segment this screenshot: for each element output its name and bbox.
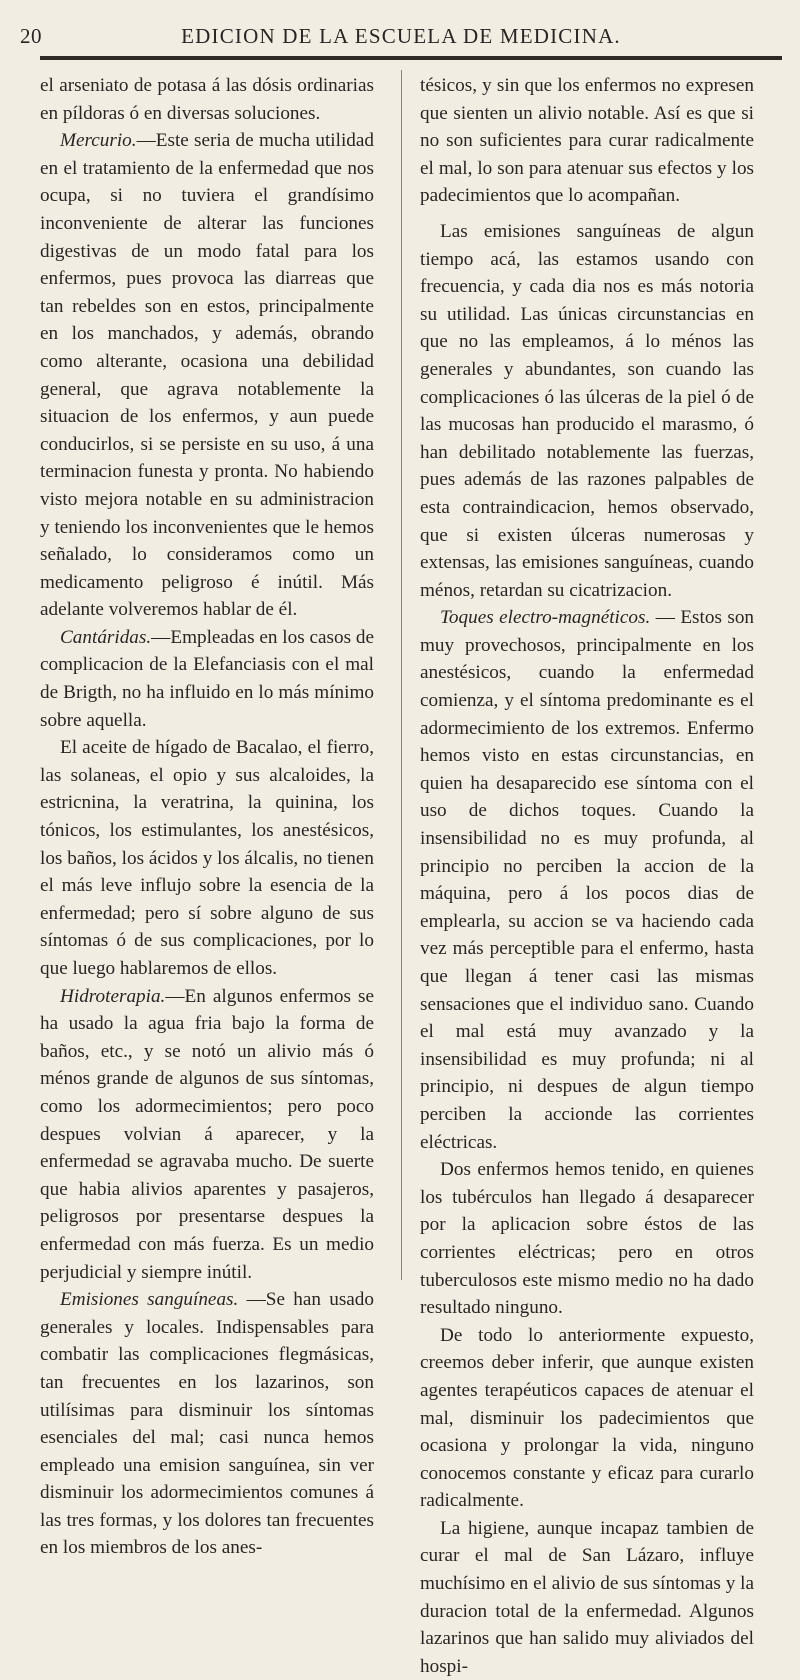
body-toques: — Estos son muy provechosos, principalmente en los anestésicos, cuando la enfermedad comienza, y el síntoma predominante es el adormecimiento de los extremos. Enfermo hemos visto en estas circunstancias, en quien ha desaparecido ese síntoma con el uso de dichos toques. Cuando la insensibilidad no es muy profunda, al principio no perciben la accion de la máquina, pero á los pocos dias de emplearla, su accion se va haciendo cada vez más perceptible para el enfermo, hasta que llegan á tener casi las mismas sensaciones que el individuo sano. Cuando el mal está muy avanzado y la insensibilidad es muy profunda; ni al principio, ni despues de algun tiempo perciben la accionde las corrientes eléctricas. bbox=[420, 607, 755, 1153]
running-title: EDICION DE LA ESCUELA DE MEDICINA. bbox=[181, 24, 621, 48]
paragraph-aceite: El aceite de hígado de Bacalao, el fierro, las solaneas, el opio y sus alcaloides, la estricnina, la veratrina, la quinina, los tónicos, los estimulantes, los anestésicos, los baños, los ácidos y los álcalis, no tienen el más leve influjo sobre la esencia de la enfermedad; pero sí sobre alguno de sus síntomas ó de sus complicaciones, por lo que luego hablaremos de ellos. bbox=[40, 737, 374, 979]
paragraph-emisiones bbox=[40, 1286, 374, 1562]
term-toques: Toques electro-magnéticos. bbox=[440, 607, 651, 629]
paragraph-tesicos: tésicos, y sin que los enfermos no expresen que sienten un alivio notable. Así es que si no son suficientes para curar radicalmente el mal, lo son para atenuar sus efectos y los padecimientos que lo acompañan. bbox=[420, 75, 754, 207]
column-divider bbox=[401, 70, 402, 1280]
term-mercurio: Mercurio. bbox=[60, 130, 137, 152]
term-cantaridas: Cantáridas. bbox=[60, 626, 152, 648]
term-emisiones: Emisiones sanguíneas. bbox=[60, 1289, 239, 1311]
paragraph-cantaridas bbox=[40, 624, 374, 734]
paragraph-tuberculos: Dos enfermos hemos tenido, en quienes los tubérculos han llegado á desaparecer por la aplicacion sobre éstos de las corrientes eléctricas; pero en otros tuberculosos este mismo medio no ha dado resultado ninguno. bbox=[420, 1159, 754, 1319]
paragraph-emisiones-uso: Las emisiones sanguíneas de algun tiempo acá, las estamos usando con frecuencia, y cada dia nos es más notoria su utilidad. Las únicas circunstancias en que no las empleamos, á lo ménos las generales y abundantes, son cuando las complicaciones ó las úlceras de la piel ó de las mucosas han producido el marasmo, ó han debilitado notablemente las fuerzas, pues además de las razones palpables de esta contraindicacion, hemos observado, que si existen úlceras numerosas y extensas, las emisiones sanguíneas, cuando ménos, retardan su cicatrizacion. bbox=[420, 220, 754, 601]
page-number: 20 bbox=[20, 24, 42, 48]
header-rule bbox=[40, 56, 782, 60]
body-hidroterapia: —En algunos enfermos se ha usado la agua fria bajo la forma de baños, etc., y se notó un alivio más ó ménos grande de algunos de sus síntomas, como los adormecimientos; pero poco despues volvian á aparecer, y la enfermedad se agravaba mucho. De suerte que habia alivios aparentes y pasajeros, peligrosos por presentarse despues la enfermedad con más fuerza. Es un medio perjudicial y siempre inútil. bbox=[40, 985, 374, 1283]
paragraph-mercurio bbox=[40, 127, 374, 624]
right-column bbox=[420, 72, 754, 1680]
body-emisiones: —Se han usado generales y locales. Indispensables para combatir las complicaciones flegmásicas, tan frecuentes en los lazarinos, son utilísimas para disminuir los síntomas esenciales del mal; casi nunca hemos empleado una emision sanguínea, sin ver disminuir los adormecimientos comunes á las tres formas, y los dolores tan frecuentes en los miembros de los anes- bbox=[40, 1289, 374, 1559]
body-mercurio: —Este seria de mucha utilidad en el tratamiento de la enfermedad que nos ocupa, si no tuviera el grandísimo inconveniente de alterar las funciones digestivas de un modo fatal para los enfermos, pues provoca las diarreas que tan rebeldes son en estos, principalmente en los manchados, y además, obrando como alterante, ocasiona una debilidad general, que agrava notablemente la situacion de los enfermos, y aun puede conducirlos, si se persiste en su uso, á una terminacion funesta y pronta. No habiendo visto mejora notable en su administracion y teniendo los inconvenientes que le hemos señalado, lo consideramos como un medicamento peligroso é inútil. Más adelante volveremos hablar de él. bbox=[40, 130, 374, 621]
paragraph-toques bbox=[420, 604, 754, 1156]
body-cantaridas: —Empleadas en los casos de complicacion de la Elefanciasis con el mal de Brigth, no ha influido en lo más mínimo sobre aquella. bbox=[40, 626, 374, 731]
paragraph-conclusion: De todo lo anteriormente expuesto, creemos deber inferir, que aunque existen agentes terapéuticos capaces de atenuar el mal, disminuir los padecimientos que ocasiona y prolongar la vida, ninguno conocemos constante y eficaz para curarlo radicalmente. bbox=[420, 1324, 754, 1512]
paragraph-arseniato: el arseniato de potasa á las dósis ordinarias en píldoras ó en diversas soluciones. bbox=[40, 75, 374, 124]
term-hidroterapia: Hidroterapia. bbox=[60, 985, 166, 1007]
page-header bbox=[20, 24, 782, 52]
paragraph-hidroterapia bbox=[40, 983, 374, 1287]
left-column bbox=[40, 72, 374, 1562]
paragraph-higiene: La higiene, aunque incapaz tambien de curar el mal de San Lázaro, influye muchísimo en el alivio de sus síntomas y la duracion total de la enfermedad. Algunos lazarinos que han salido muy aliviados del hospi- bbox=[420, 1517, 754, 1677]
